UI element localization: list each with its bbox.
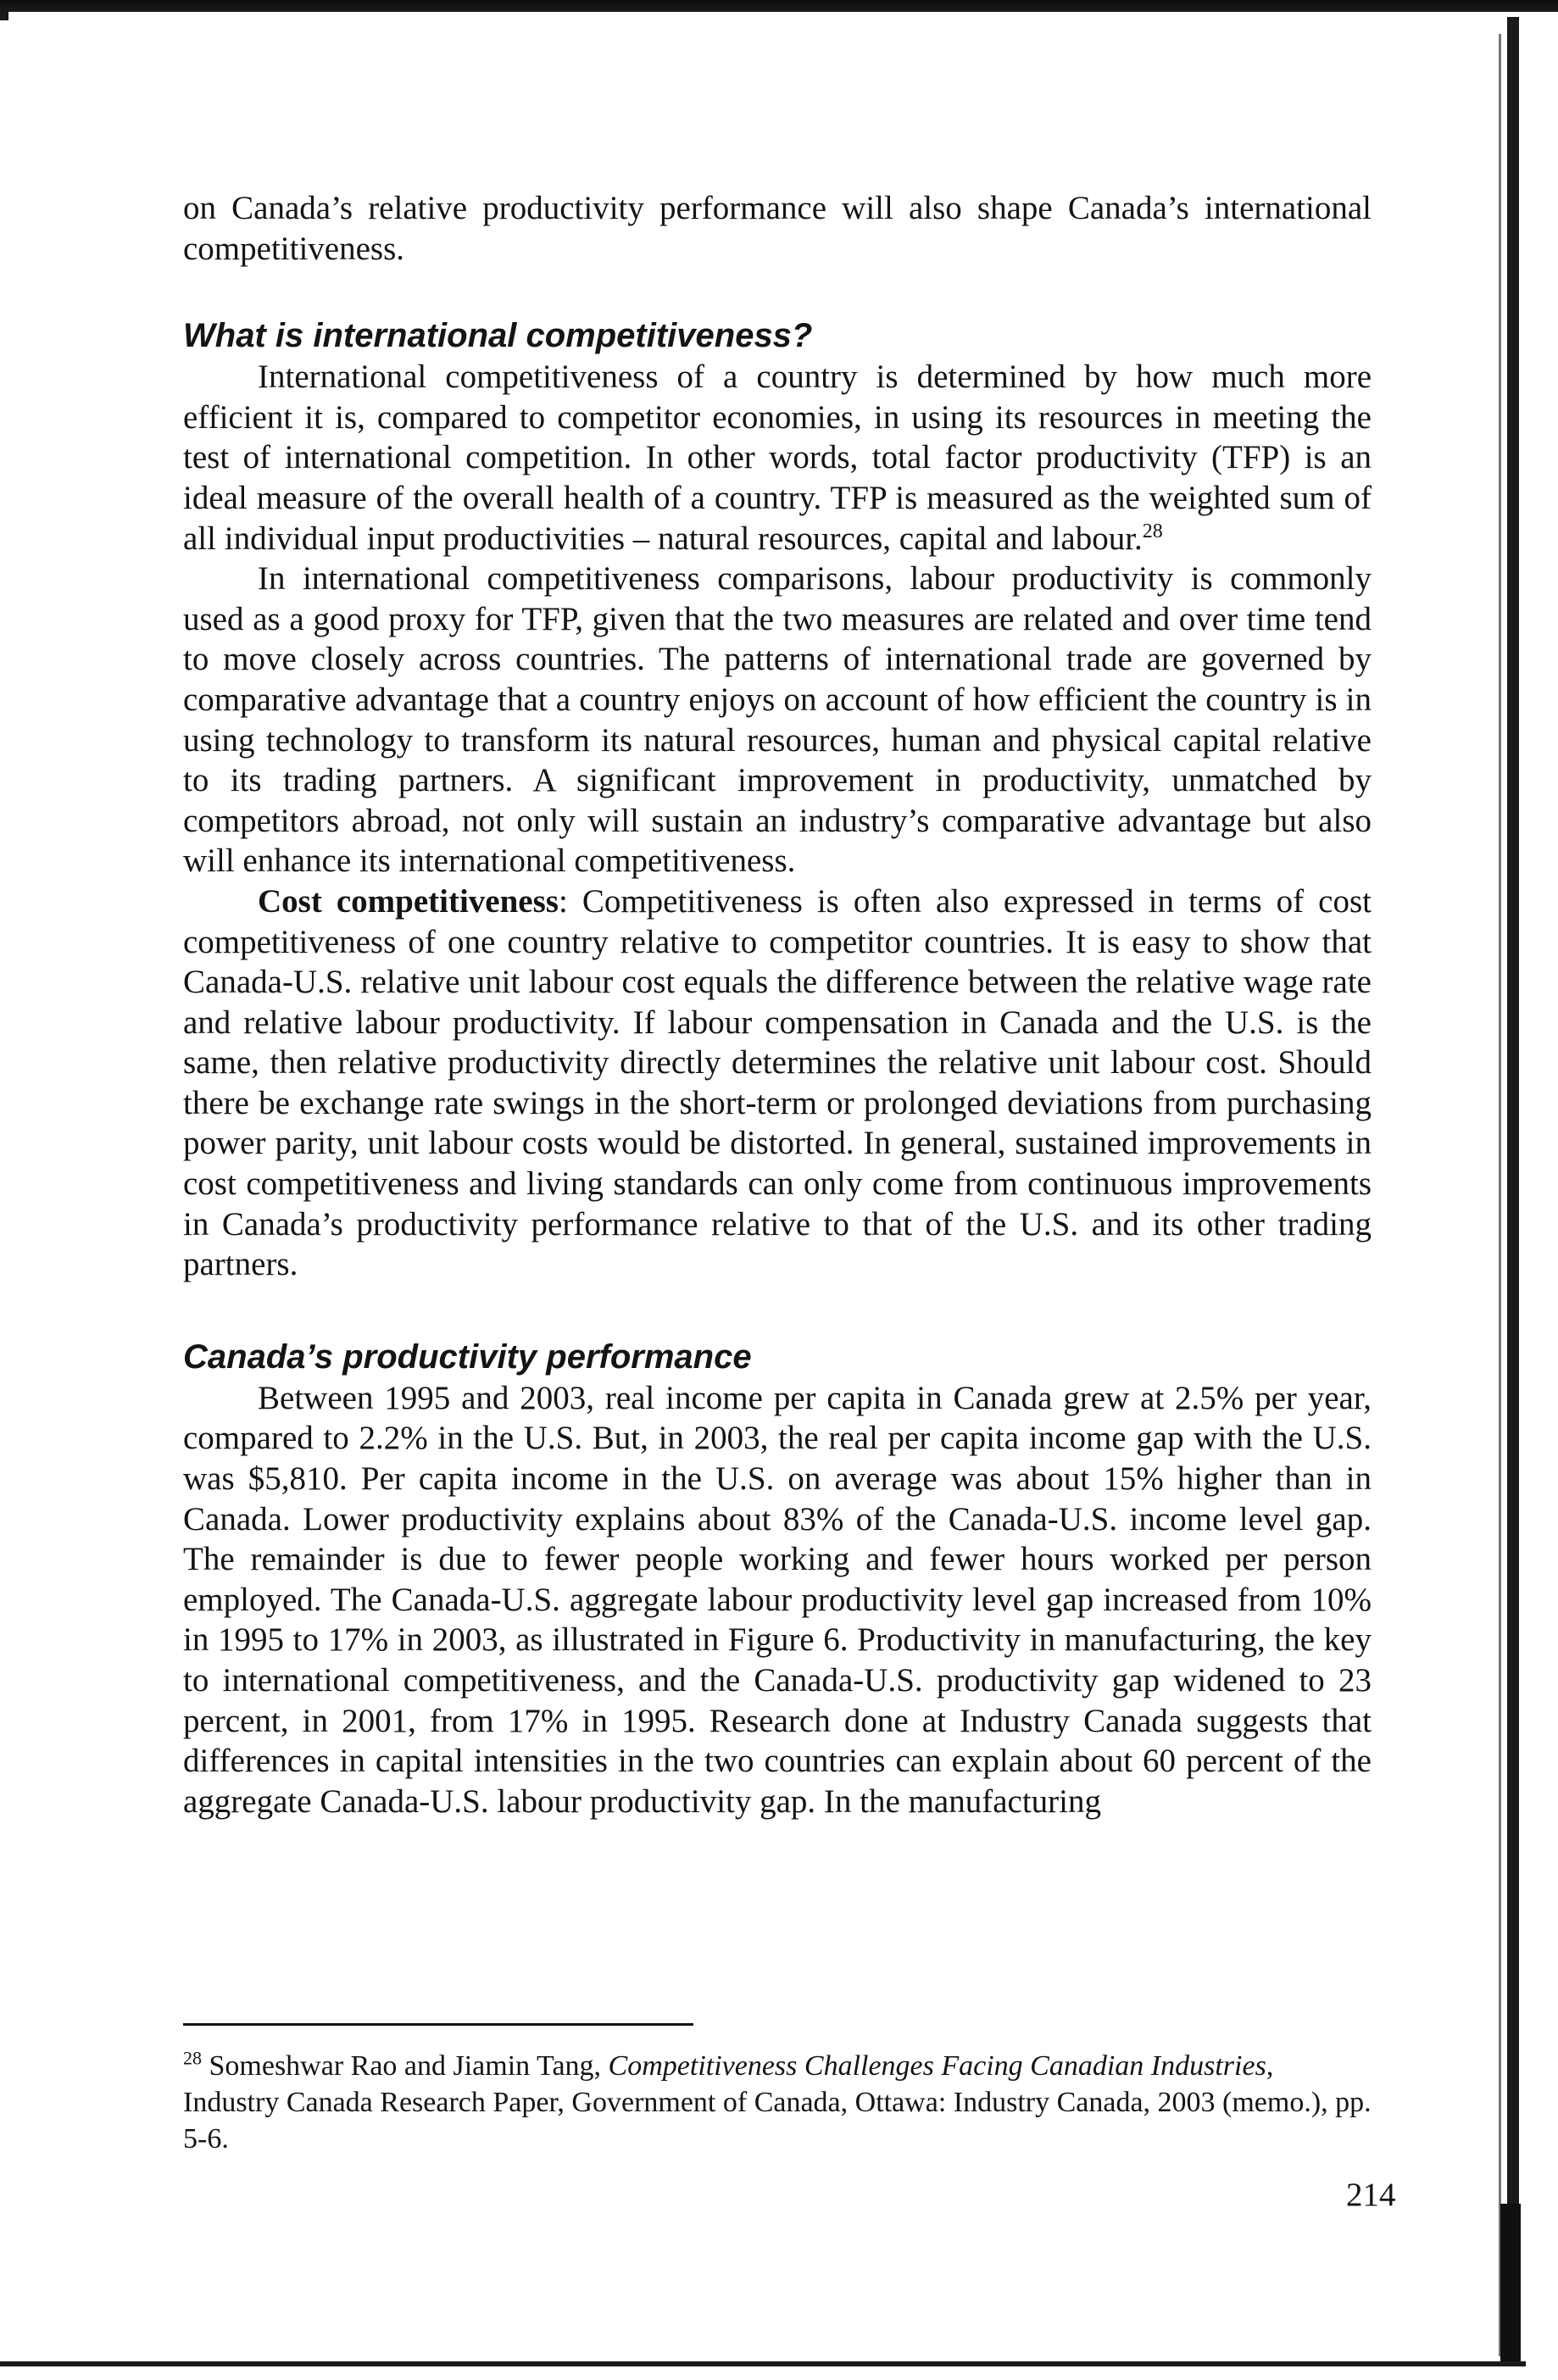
section-heading-international-competitiveness: What is international competitiveness? [183,317,813,355]
scan-edge-top [0,0,1558,12]
paragraph-continuation: on Canada’s relative productivity performance will also shape Canada’s international competitiveness. [183,190,1372,267]
page-number: 214 [1346,2177,1396,2213]
page-body [183,188,1372,1821]
footnote-details: , Industry Canada Research Paper, Government of Canada, Ottawa: Industry Canada, 2003 (memo.), pp. 5-6. [183,2050,1372,2155]
paragraph-productivity-gap: Between 1995 and 2003, real income per capita in Canada grew at 2.5% per year, compared to 2.2% in the U.S. But, in 2003, the real per capita income gap with the U.S. was $5,810. Per capita income in the U.S. on average was about 15% higher than in Canada. Lower productivity explains about 83% of the Canada-U.S. income level gap. The remainder is due to fewer people working and fewer hours worked per person employed. The Canada-U.S. aggregate labour productivity level gap increased from 10% in 1995 to 17% in 2003, as illustrated in Figure 6. Productivity in manufacturing, the key to international competitiveness, and the Canada-U.S. productivity gap widened to 23 percent, in 2001, from 17% in 1995. Research done at Industry Canada suggests that differences in capital intensities in the two countries can explain about 60 percent of the aggregate Canada-U.S. labour productivity gap. In the manufacturing [183,1379,1372,1820]
footnote-28 [183,2048,1372,2157]
paragraph-labour-productivity: In international competitiveness comparisons, labour productivity is commonly used as a good proxy for TFP, given that the two measures are related and over time tend to move closely across countries. The patterns of international trade are governed by comparative advantage that a country enjoys on account of how efficient the country is in using technology to transform its natural resources, human and physical capital relative to its trading partners. A significant improvement in productivity, unmatched by competitors abroad, not only will sustain an industry’s comparative advantage but also will enhance its international competitiveness. [183,560,1372,880]
scan-edge-bottom [0,2361,1526,2366]
footnote-authors: Someshwar Rao and Jiamin Tang, [202,2050,609,2082]
scan-edge-right-thin [1499,34,1501,2356]
footnote-title: Competitiveness Challenges Facing Canadian Industries [608,2050,1266,2082]
scan-edge-top-corner [0,12,8,20]
scan-edge-right-dark [1500,2204,1521,2365]
paragraph-tfp [183,357,1372,559]
footnote-number: 28 [183,2047,202,2069]
cost-competitiveness-lead: Cost competitiveness [258,882,559,920]
scan-edge-right [1507,17,1519,2365]
cost-competitiveness-text: : Competitiveness is often also expressed in terms of cost competitiveness of one country relative to competitor countries. It is easy to show that Canada-U.S. relative unit labour cost equals the difference between the relative wage rate and relative labour productivity. If labour compensation in Canada and the U.S. is the same, then relative productivity directly determines the relative unit labour cost. Should there be exchange rate swings in the short-term or prolonged deviations from purchasing power parity, unit labour costs would be distorted. In general, sustained improvements in cost competitiveness and living standards can only come from continuous improvements in Canada’s productivity performance relative to that of the U.S. and its other trading partners. [183,882,1372,1283]
paragraph-tfp-text: International competitiveness of a country is determined by how much more efficient it is, compared to competitor economies, in using its resources in meeting the test of international competition. In other words, total factor productivity (TFP) is an ideal measure of the overall health of a country. TFP is measured as the weighted sum of all individual input productivities – natural resources, capital and labour. [183,359,1372,557]
footnote-divider [183,2023,693,2026]
footnote-reference[interactable]: 28 [1142,520,1163,542]
paragraph-cost-competitiveness [183,881,1372,1285]
section-heading-productivity-performance: Canada’s productivity performance [183,1337,752,1376]
